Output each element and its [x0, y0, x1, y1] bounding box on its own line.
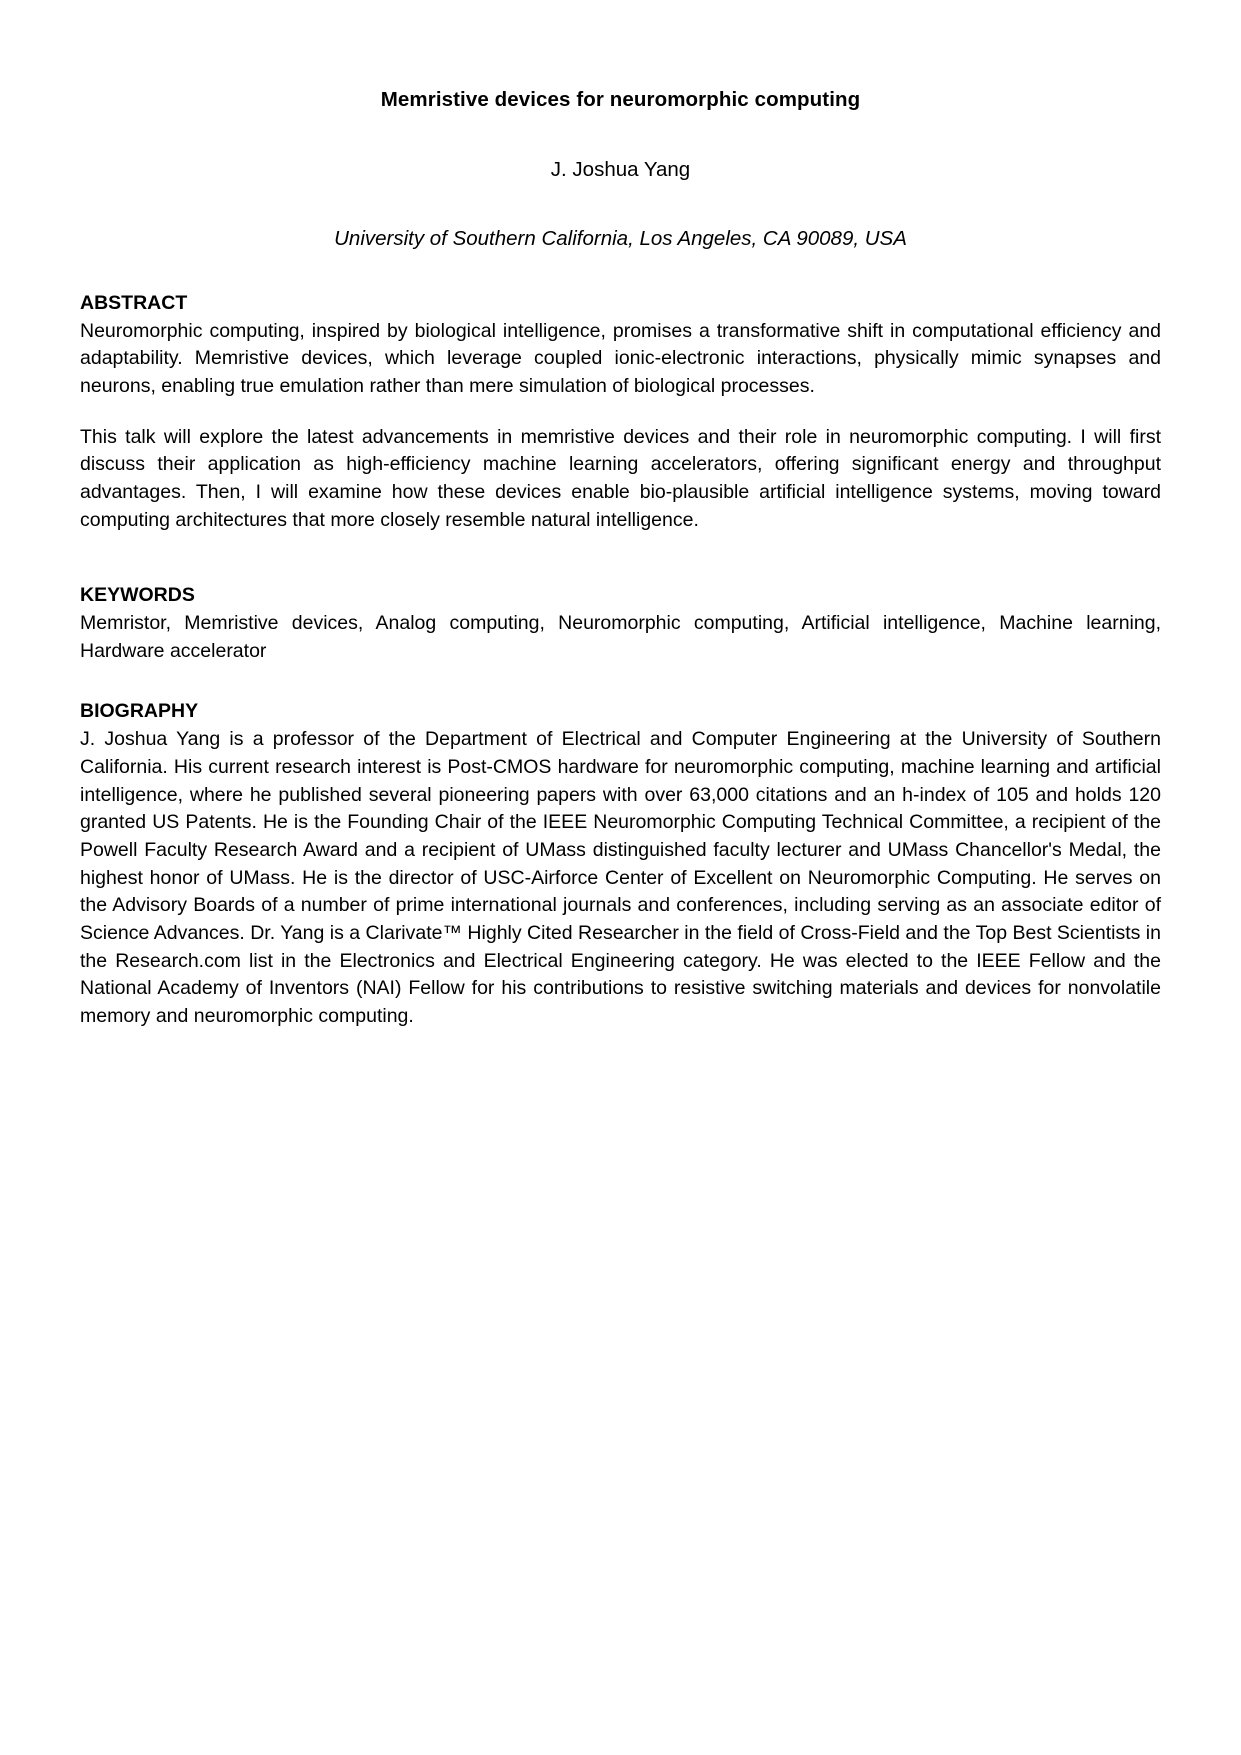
biography-text: J. Joshua Yang is a professor of the Department of Electrical and Computer Engineering at the University of Southern California. His current research interest is Post-CMOS hardware for neuromorphic computing, machine learning and artificial intelligence, where he published several pioneering papers with over 63,000 citations and an h-index of 105 and holds 120 granted US Patents. He is the Founding Chair of the IEEE Neuromorphic Computing Technical Committee, a recipient of the Powell Faculty Research Award and a recipient of UMass distinguished faculty lecturer and UMass Chancellor's Medal, the highest honor of UMass. He is the director of USC-Airforce Center of Excellent on Neuromorphic Computing. He serves on the Advisory Boards of a number of prime international journals and conferences, including serving as an associate editor of Science Advances. Dr. Yang is a Clarivate™ Highly Cited Researcher in the field of Cross-Field and the Top Best Scientists in the Research.com list in the Electronics and Electrical Engineering category. He was elected to the IEEE Fellow and the National Academy of Inventors (NAI) Fellow for his contributions to resistive switching materials and devices for nonvolatile memory and neuromorphic computing.	[80, 728, 1161, 1028]
page-title: Memristive devices for neuromorphic computing	[380, 88, 861, 111]
biography-heading: BIOGRAPHY	[80, 700, 199, 723]
biography-section	[80, 698, 1161, 1030]
abstract-paragraph-1: Neuromorphic computing, inspired by biological intelligence, promises a transformative shift in computational efficiency and adaptability. Memristive devices, which leverage coupled ionic-electronic interactions, physically mimic synapses and neurons, enabling true emulation rather than mere simulation of biological processes.	[80, 319, 1161, 397]
abstract-section	[80, 290, 1161, 535]
abstract-heading: ABSTRACT	[80, 291, 188, 314]
abstract-paragraph-2: This talk will explore the latest advancements in memristive devices and their role in neuromorphic computing. I will first discuss their application as high-efficiency machine learning accelerators, offering significant energy and throughput advantages. Then, I will examine how these devices enable bio-plausible artificial intelligence systems, moving toward computing architectures that more closely resemble natural intelligence.	[80, 425, 1161, 531]
keywords-heading: KEYWORDS	[80, 584, 195, 607]
author-name: J. Joshua Yang	[550, 157, 691, 181]
author-affiliation: University of Southern California, Los Angeles, CA 90089, USA	[334, 227, 907, 251]
keywords-section	[80, 582, 1161, 665]
keywords-text: Memristor, Memristive devices, Analog computing, Neuromorphic computing, Artificial intelligence, Machine learning, Hardware accelerator	[80, 612, 1161, 662]
